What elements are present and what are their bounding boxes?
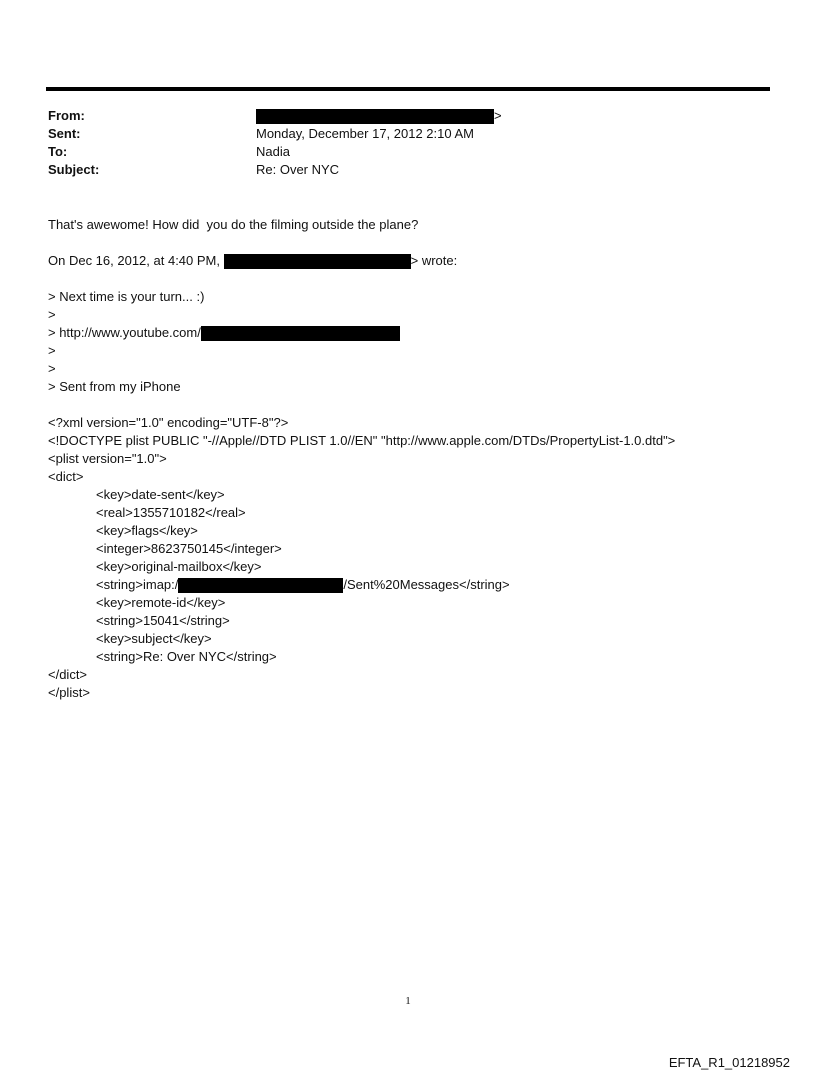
plist-line: </plist> (48, 685, 90, 700)
plist-line: <plist version="1.0"> (48, 451, 167, 466)
redaction-bar (224, 254, 411, 269)
quoted-line: > (48, 307, 56, 322)
youtube-link[interactable]: > http://www.youtube.com/ (48, 325, 201, 340)
quote-intro-prefix: On Dec 16, 2012, at 4:40 PM, (48, 253, 224, 268)
to-label: To: (48, 144, 68, 159)
bates-number: EFTA_R1_01218952 (668, 1055, 790, 1070)
sent-row (48, 125, 748, 143)
redaction-bar (201, 326, 400, 341)
subject-value: Re: Over NYC (256, 162, 340, 177)
plist-line: <key>flags</key> (96, 523, 198, 538)
plist-line: <key>remote-id</key> (96, 595, 226, 610)
plist-line: <key>date-sent</key> (96, 487, 225, 502)
from-row (48, 107, 748, 125)
subject-row (48, 161, 748, 179)
quoted-line: > (48, 361, 56, 376)
plist-line: <key>original-mailbox</key> (96, 559, 262, 574)
reply-line: That's awewome! How did you do the filming outside the plane? (48, 217, 419, 232)
from-label: From: (48, 108, 85, 123)
email-body (48, 216, 768, 702)
spacer (48, 234, 768, 252)
plist-line: <?xml version="1.0" encoding="UTF-8"?> (48, 415, 289, 430)
plist-imap-suffix: /Sent%20Messages</string> (343, 577, 510, 592)
plist-line: <integer>8623750145</integer> (96, 541, 282, 556)
quoted-line: > Sent from my iPhone (48, 379, 181, 394)
plist-line: <key>subject</key> (96, 631, 212, 646)
plist-line: <dict> (48, 469, 84, 484)
quote-intro-suffix: > wrote: (410, 253, 458, 268)
plist-line: </dict> (48, 667, 88, 682)
plist-line: <string>15041</string> (96, 613, 230, 628)
quoted-line: > (48, 343, 56, 358)
from-value (256, 107, 748, 125)
redaction-bar (256, 109, 494, 124)
to-value: Nadia (256, 144, 290, 159)
redaction-bar (178, 578, 343, 593)
plist-line (48, 576, 768, 594)
email-header (48, 107, 748, 179)
header-rule (46, 87, 770, 91)
plist-line: <!DOCTYPE plist PUBLIC "-//Apple//DTD PLIST 1.0//EN" "http://www.apple.com/DTDs/PropertyList-1.0.dtd"> (48, 433, 676, 448)
quote-intro (48, 252, 768, 270)
plist-imap-prefix: <string>imap:/ (96, 577, 179, 592)
plist-line: <real>1355710182</real> (96, 505, 246, 520)
from-suffix: > (494, 108, 502, 123)
quoted-link-line (48, 324, 768, 342)
sent-value: Monday, December 17, 2012 2:10 AM (256, 126, 474, 141)
spacer (48, 270, 768, 288)
quoted-line: > Next time is your turn... :) (48, 289, 205, 304)
subject-label: Subject: (48, 162, 100, 177)
sent-label: Sent: (48, 126, 81, 141)
plist-line: <string>Re: Over NYC</string> (96, 649, 277, 664)
page-number: 1 (405, 995, 411, 1007)
spacer (48, 396, 768, 414)
to-row (48, 143, 748, 161)
